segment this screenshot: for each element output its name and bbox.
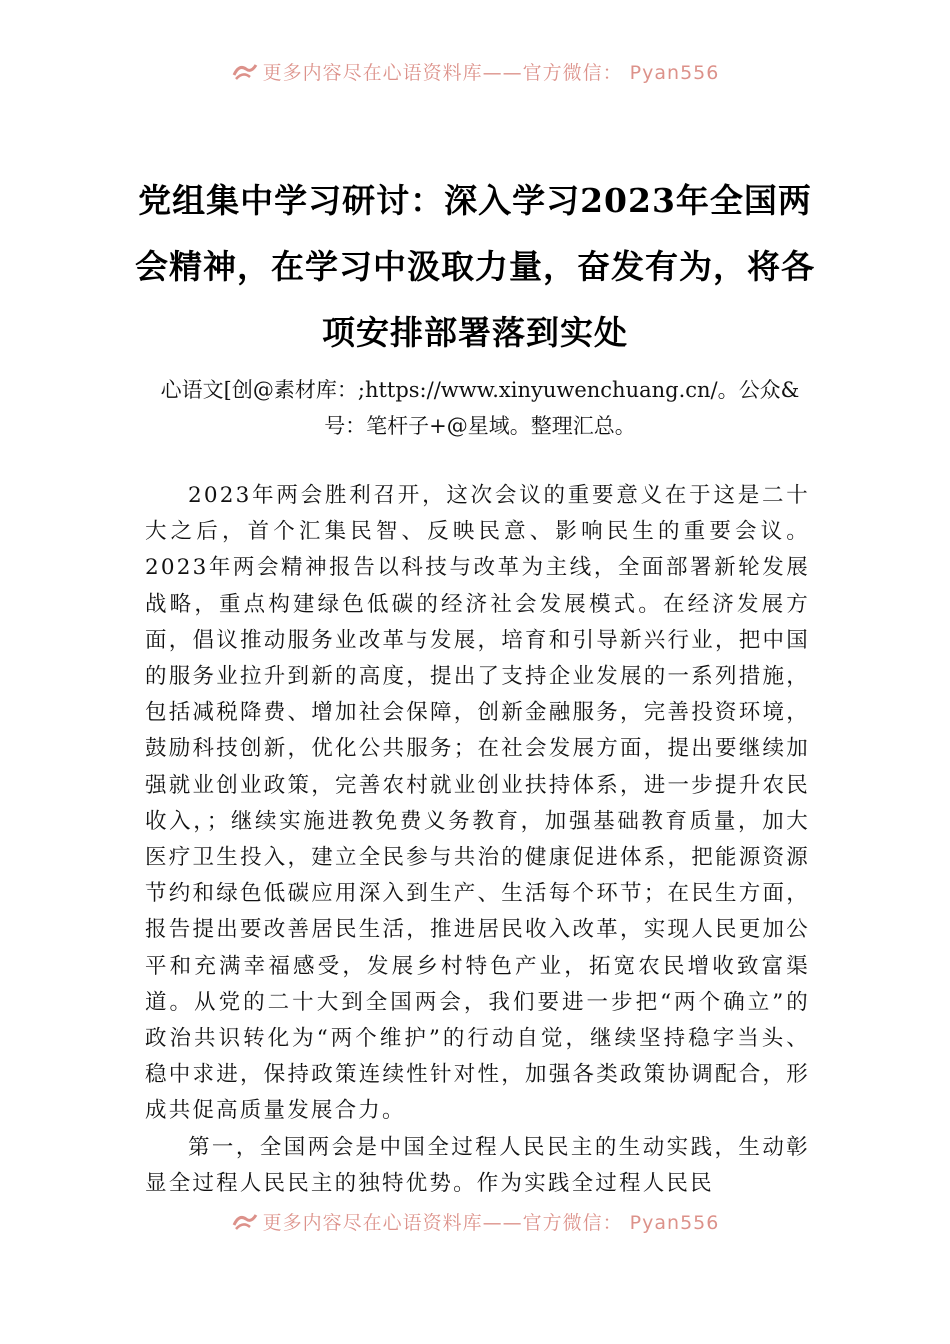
watermark-logo-icon (231, 60, 259, 87)
paragraph: 2023年两会胜利召开，这次会议的重要意义在于这是二十大之后，首个汇集民智、反映民意、影响民生的重要会议。2023年两会精神报告以科技与改革为主线，全面部署新轮发展战略，重点构建绿色低碳的经济社会发展模式。在经济发展方面，倡议推动服务业改革与发展，培育和引导新兴行业，把中国的服务业拉升到新的高度，提出了支持企业发展的一系列措施，包括减税降费、增加社会保障，创新金融服务，完善投资环境，鼓励科技创新，优化公共服务；在社会发展方面，提出要继续加强就业创业政策，完善农村就业创业扶持体系，进一步提升农民收入，；继续实施进教免费义务教育，加强基础教育质量，加大医疗卫生投入，建立全民参与共治的健康促进体系，把能源资源节约和绿色低碳应用深入到生产、生活每个环节；在民生方面，报告提出要改善居民生活，推进居民收入改革，实现人民更加公平和充满幸福感受，发展乡村特色产业，拓宽农民增收致富渠道。从党的二十大到全国两会，我们要进一步把“两个确立”的政治共识转化为“两个维护”的行动自觉，继续坚持稳字当头、稳中求进，保持政策连续性针对性，加强各类政策协调配合，形成共促高质量发展合力。 (145, 483, 810, 1124)
header-watermark (0, 58, 950, 87)
source-line: 心语文[创@素材库：;https://www.xinyuwenchuang.cn/。公众&号：笔杆子+@星域。整理汇总。 (160, 378, 800, 438)
header-watermark-text: 更多内容尽在心语资料库——官方微信： Pyan556 (262, 62, 720, 84)
footer-watermark-text: 更多内容尽在心语资料库——官方微信： Pyan556 (262, 1212, 720, 1234)
watermark-logo-icon (231, 1210, 259, 1237)
document-body (145, 478, 810, 1202)
paragraph: 第一，全国两会是中国全过程人民民主的生动实践，生动彰显全过程人民民主的独特优势。作为实践全过程人民民 (145, 1134, 810, 1196)
footer-watermark (0, 1208, 950, 1237)
document-title: 党组集中学习研讨：深入学习2023年全国两会精神，在学习中汲取力量，奋发有为，将各项安排部署落到实处 (135, 181, 815, 352)
